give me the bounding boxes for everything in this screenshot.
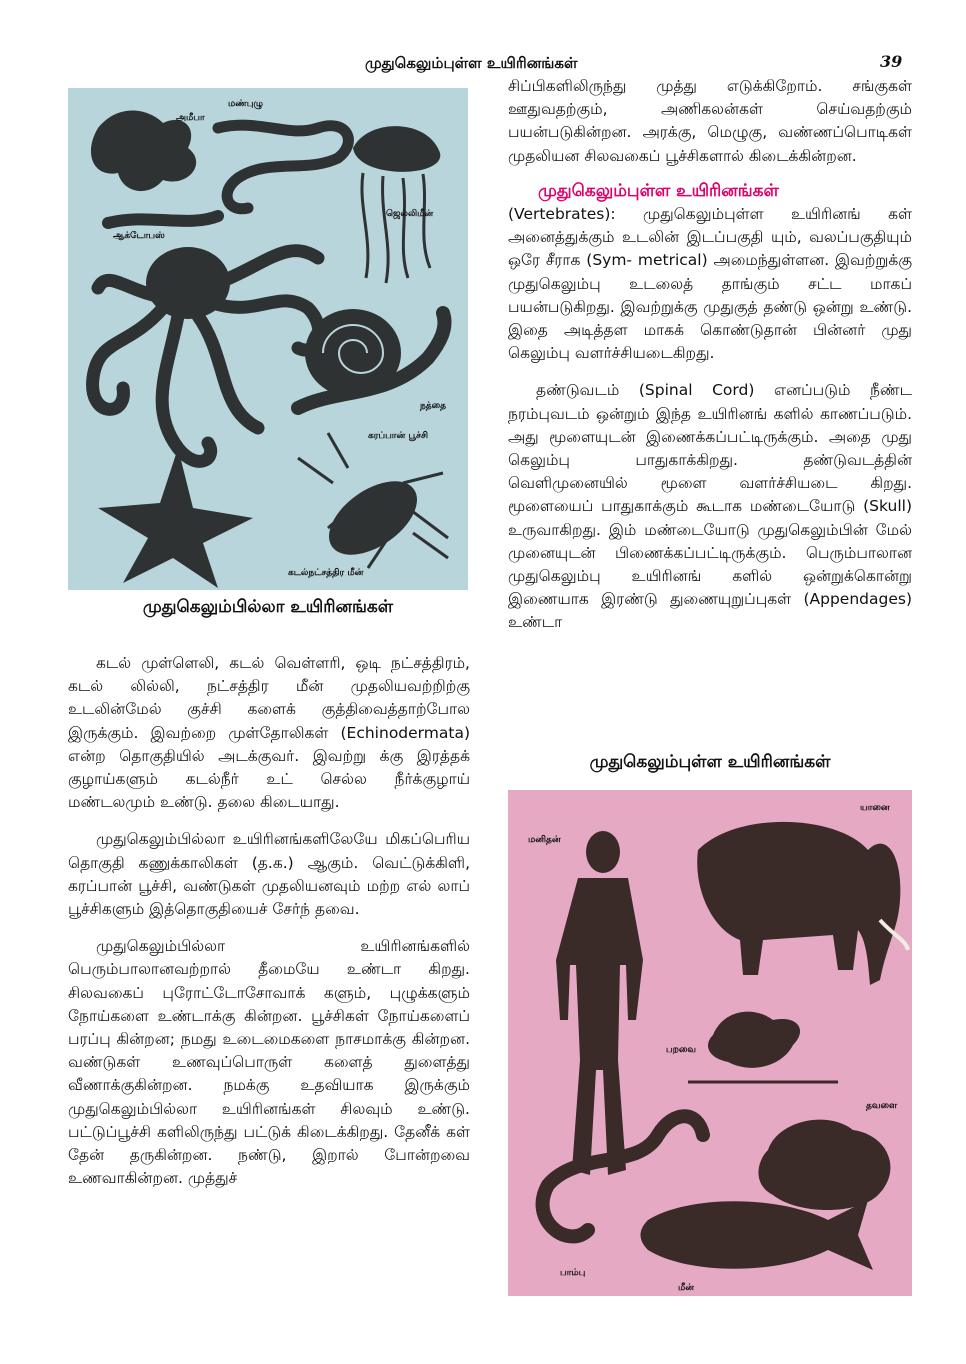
label-snail: நத்தை <box>420 401 447 411</box>
label-jellyfish: ஜெல்லிமீன் <box>386 209 434 219</box>
right-column <box>508 75 912 649</box>
vertebrates-figure <box>508 790 912 1296</box>
label-snake: பாம்பு <box>560 1268 586 1278</box>
label-octopus: ஆக்டோபஸ் <box>113 231 165 241</box>
running-header-title: முதுகெலும்புள்ள உயிரினங்கள் <box>365 54 578 72</box>
label-amoeba: அமீபா <box>176 113 205 123</box>
invertebrates-figure <box>68 88 468 590</box>
right-intro-paragraph: சிப்பிகளிலிருந்து முத்து எடுக்கிறோம். சங்குகள் ஊதுவதற்கும், அணிகலன்கள் செய்வதற்கும் பயன்படுகின்றன. அரக்கு, மெழுகு, வண்ணப்பொடிகள் முதலியன சிலவகைப் பூச்சிகளால் கிடைக்கின்றன. <box>508 77 912 165</box>
label-earthworm: மண்புழு <box>228 99 264 109</box>
left-paragraph-3: முதுகெலும்பில்லா உயிரினங்களில் பெரும்பாலானவற்றால் தீமையே உண்டா கிறது. சிலவகைப் புரோட்டோசோவாக் களும், புழுக்களும் நோய்களை உண்டாக்கு கின்றன. பூச்சிகள் நோய்களைப் பரப்பு கின்றன; நமது உடைமைகளை நாசமாக்கு கின்றன. வண்டுகள் உணவுப்பொருள் களைத் துளைத்து வீணாக்குகின்றன. நமக்கு உதவியாக இருக்கும் முதுகெலும்பில்லா உயிரினங்கள் சிலவும் உண்டு. பட்டுப்பூச்சி களிலிருந்து பட்டுக் கிடைக்கிறது. தேனீக் கள் தேன் தருகின்றன. நண்டு, இறால் போன்றவை உணவாகின்றன. முத்துச் <box>68 937 470 1188</box>
spinal-cord-paragraph: தண்டுவடம் (Spinal Cord) எனப்படும் நீண்ட நரம்புவடம் ஒன்றும் இந்த உயிரினங் களில் காணப்படும். அது மூளையுடன் இணைக்கப்பட்டிருக்கும். அதை முது கெலும்பு பாதுகாக்கிறது. தண்டுவடத்தின் வெளிமுனையில் மூளை வளர்ச்சியடை கிறது. மூளையைப் பாதுகாக்கும் கூடாக மண்டையோடு (Skull) உருவாகிறது. இம் மண்டையோடு முதுகெலும்பின் மேல் முனையுடன் பிணைக்கப்பட்டிருக்கும். பெரும்பாலான முதுகெலும்பு உயிரினங் களில் ஒன்றுக்கொன்று இணையாக இரண்டு துணையுறுப்புகள் (Appendages) உண்டா <box>508 381 912 632</box>
label-bird: பறவை <box>666 1045 696 1055</box>
left-column <box>68 652 470 1204</box>
left-paragraph-1: கடல் முள்ளெலி, கடல் வெள்ளரி, ஒடி நட்சத்திரம், கடல் லில்லி, நட்சத்திர மீன் முதலியவற்றிற்கு உடலின்மேல் குச்சி களைக் குத்திவைத்தாற்போல இருக்கும். இவற்றை முள்தோலிகள் (Echinodermata) என்ற தொகுதியில் அடக்குவர். இவற்று க்கு இரத்தக் குழாய்களும் கடல்நீர் உட் செல்ல நீர்க்குழாய் மண்டலமும் உண்டு. தலை கிடையாது. <box>68 654 470 812</box>
vertebrates-illustration <box>508 790 912 1296</box>
label-human: மனிதன் <box>528 835 561 845</box>
invertebrates-illustration <box>68 88 468 590</box>
label-fish: மீன் <box>678 1283 694 1293</box>
invertebrates-caption: முதுகெலும்பில்லா உயிரினங்கள் <box>142 597 394 617</box>
label-cockroach: கரப்பான் பூச்சி <box>368 431 429 441</box>
section-heading-text: முதுகெலும்புள்ள உயிரினங்கள் <box>538 180 779 201</box>
page-number: 39 <box>880 52 903 71</box>
label-elephant: யானை <box>860 803 890 813</box>
left-paragraph-2: முதுகெலும்பில்லா உயிரினங்களிலேயே மிகப்பெரிய தொகுதி கணுக்காலிகள் (த.க.) ஆகும். வெட்டுக்கிளி, கரப்பான் பூச்சி, வண்டுகள் முதலியனவும் மற்ற எல் லாப் பூச்சிகளும் இத்தொகுதியைச் சேர்ந் தவை. <box>68 830 470 919</box>
vertebrates-definition-paragraph: (Vertebrates): முதுகெலும்புள்ள உயிரினங் கள் அனைத்துக்கும் உடலின் இடப்பகுதி யும், வலப்பகுதியும் ஒரே சீராக (Sym- metrical) அமைந்துள்ளன. இவற்றுக்கு முதுகெலும்பு உடலைத் தாங்கும் சட்ட மாகப் பயன்படுகிறது. இவற்றுக்கு முதுகுத் தண்டு ஒன்று உண்டு. இதை அடித்தள மாகக் கொண்டுதான் பின்னர் முது கெலும்பு வளர்ச்சியடைகிறது. <box>508 205 912 363</box>
label-frog: தவளை <box>866 1101 898 1111</box>
vertebrates-caption: முதுகெலும்புள்ள உயிரினங்கள் <box>589 752 831 772</box>
section-heading <box>508 180 912 203</box>
label-starfish: கடல்நட்சத்திர மீன் <box>288 568 364 578</box>
